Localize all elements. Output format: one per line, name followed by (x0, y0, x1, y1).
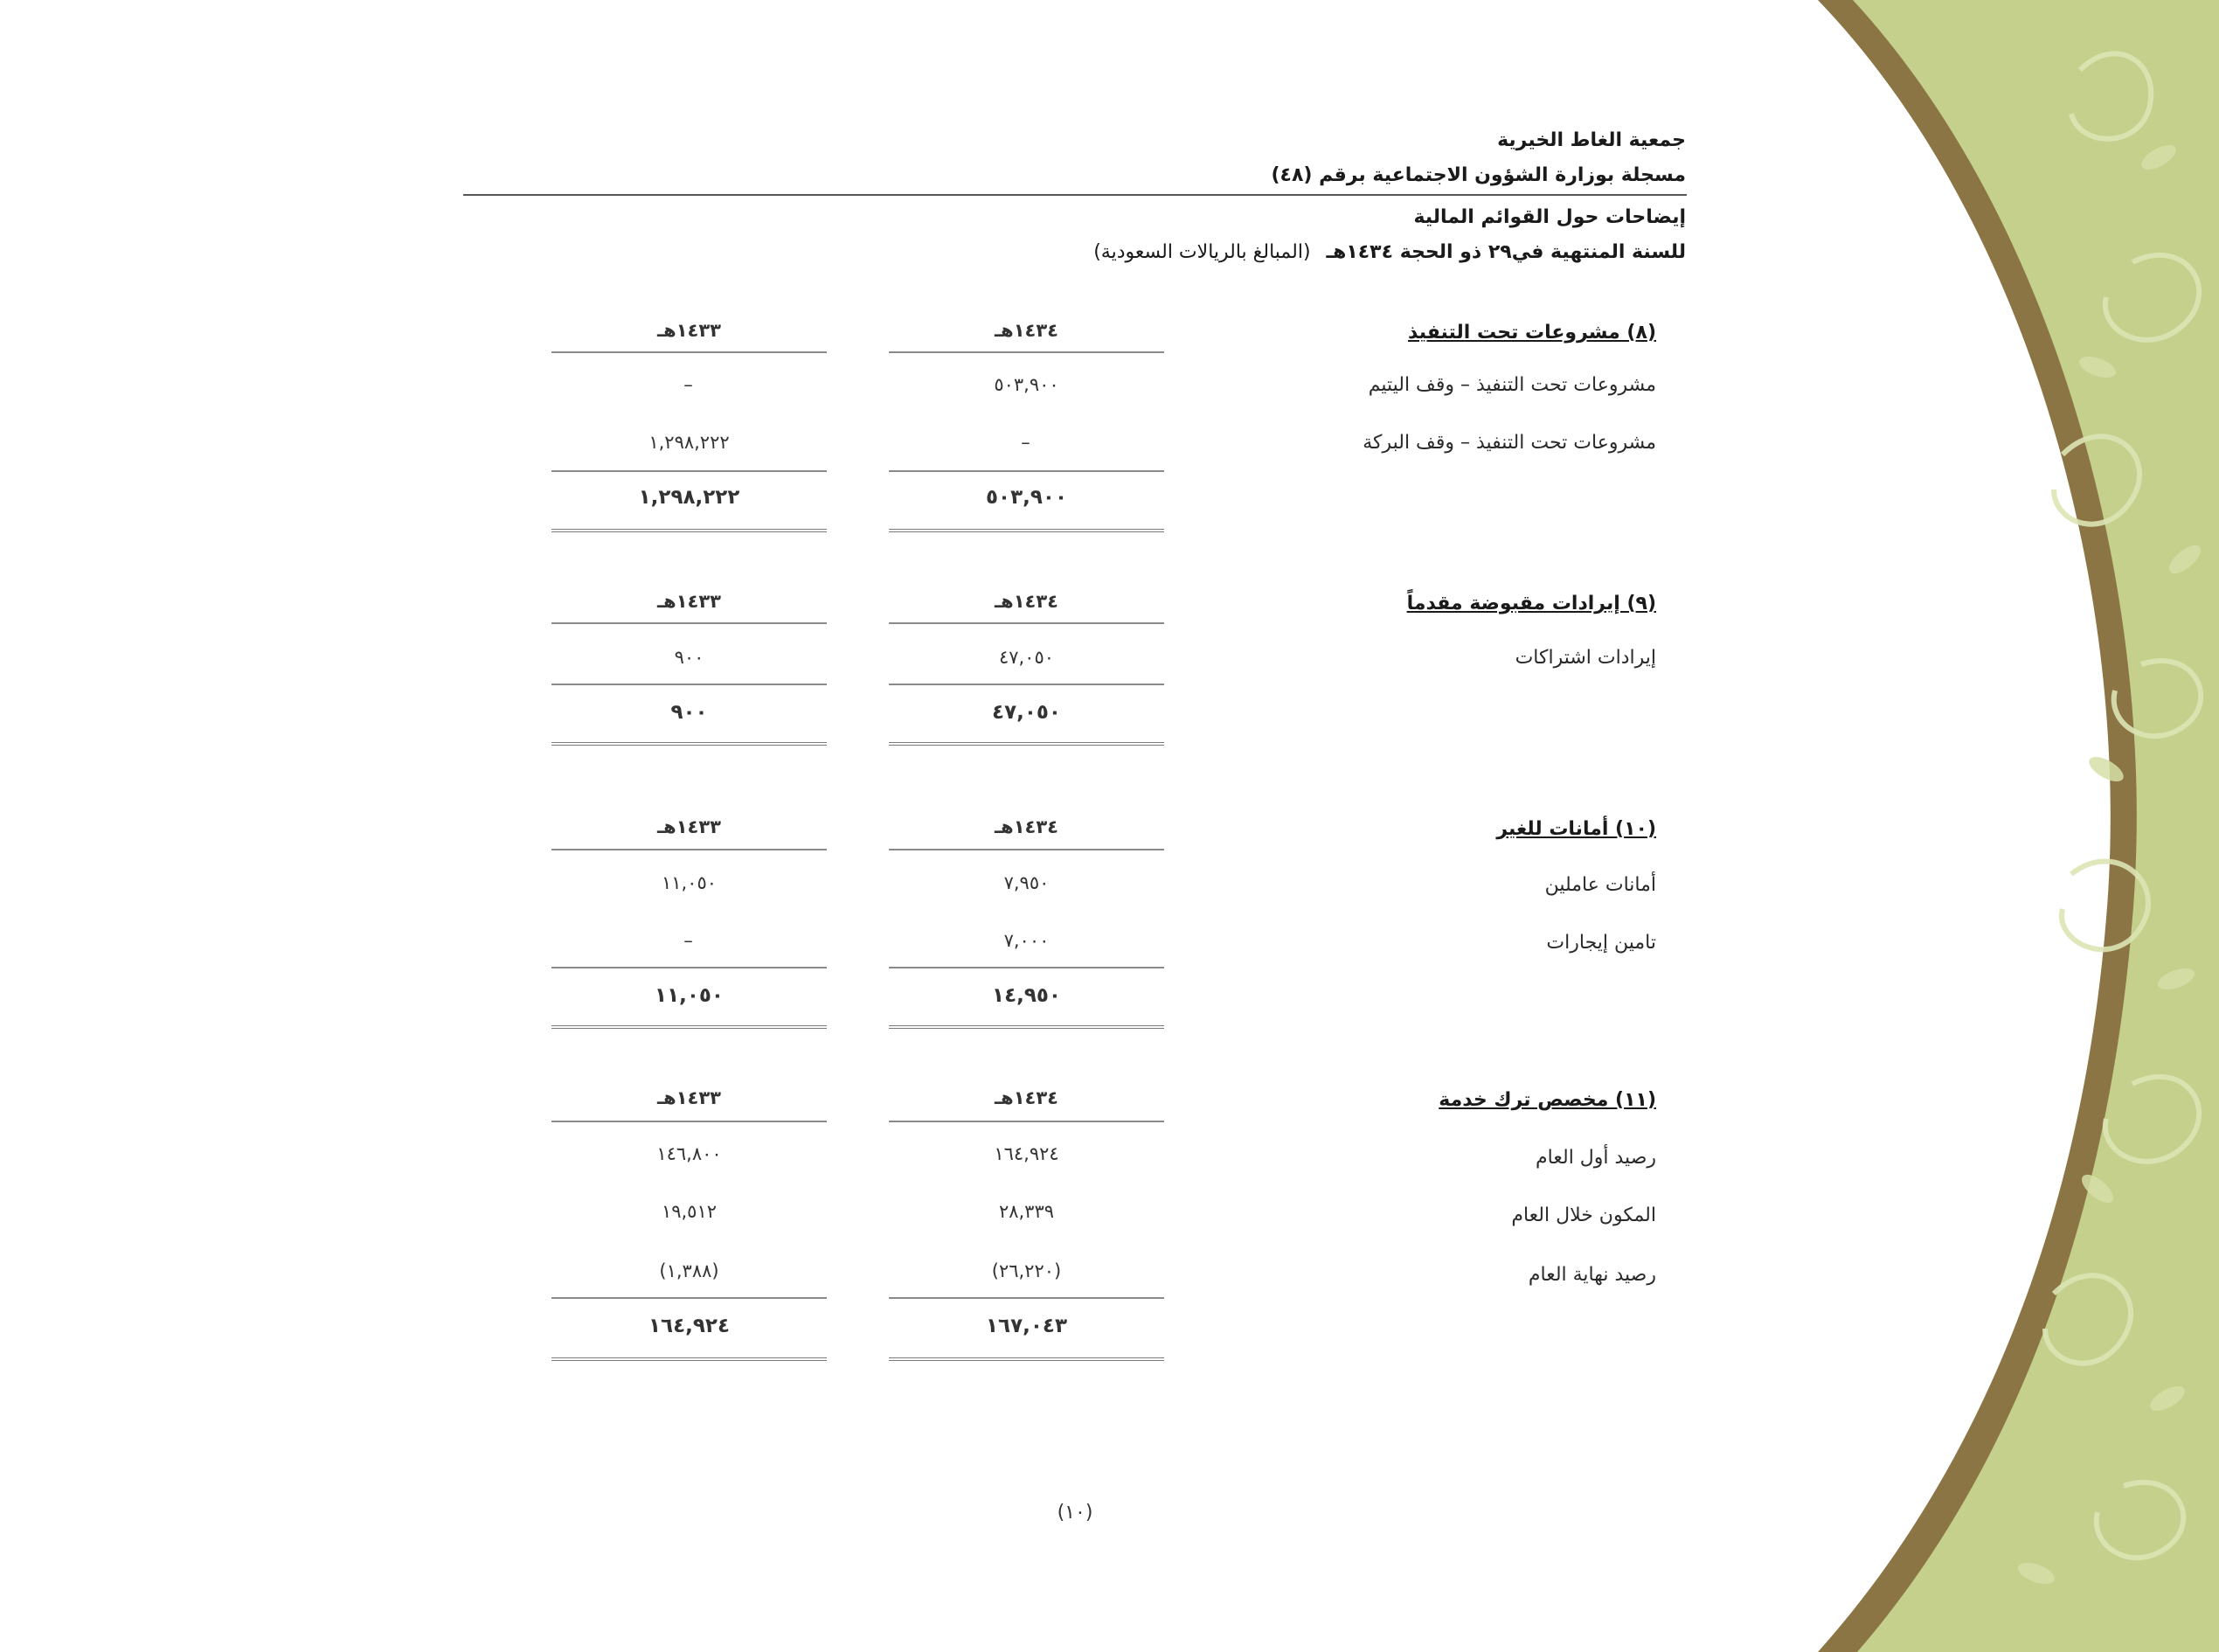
column-header-1434: ١٤٣٤هـ (994, 1087, 1059, 1108)
subtotal-rule (889, 684, 1164, 685)
row-label: المكون خلال العام (1511, 1204, 1656, 1226)
column-rule (551, 622, 827, 624)
organization-name: جمعية الغاط الخيرية (1497, 129, 1686, 151)
subtotal-rule (889, 967, 1164, 968)
subtotal-rule (551, 1297, 827, 1299)
header-divider (463, 194, 1687, 196)
row-label: مشروعات تحت التنفيذ – وقف اليتيم (1368, 374, 1656, 396)
total-double-rule (889, 742, 1164, 746)
total-1433: ١,٢٩٨,٢٢٢ (638, 486, 740, 509)
row-value-1433: ١٩,٥١٢ (661, 1201, 718, 1222)
total-1434: ١٦٧,٠٤٣ (986, 1315, 1067, 1337)
column-header-1434: ١٤٣٤هـ (994, 320, 1059, 341)
column-rule (889, 1121, 1164, 1122)
subtotal-rule (889, 1297, 1164, 1299)
period-text: للسنة المنتهية في٢٩ ذو الحجة ١٤٣٤هـ (1326, 241, 1686, 263)
row-value-1434: – (1021, 432, 1032, 453)
total-double-rule (551, 1357, 827, 1361)
statement-title: إيضاحات حول القوائم المالية (1413, 206, 1686, 228)
total-double-rule (889, 529, 1164, 532)
total-double-rule (889, 1357, 1164, 1361)
column-rule (889, 351, 1164, 353)
section-title: (١١) مخصص ترك خدمة (1439, 1089, 1656, 1111)
total-1433: ٩٠٠ (670, 701, 708, 724)
subtotal-rule (551, 967, 827, 968)
row-value-1434: ٤٧,٠٥٠ (998, 647, 1055, 668)
row-label: رصيد أول العام (1536, 1147, 1656, 1169)
row-label: رصيد نهاية العام (1528, 1264, 1656, 1286)
total-1434: ٥٠٣,٩٠٠ (986, 486, 1067, 509)
column-header-1433: ١٤٣٣هـ (656, 591, 722, 612)
column-rule (551, 849, 827, 850)
row-label: إيرادات اشتراكات (1515, 647, 1656, 669)
column-rule (889, 849, 1164, 850)
row-value-1433: ١٤٦,٨٠٠ (656, 1143, 722, 1164)
row-value-1433: ١١,٠٥٠ (661, 872, 718, 893)
column-header-1433: ١٤٣٣هـ (656, 320, 722, 341)
row-value-1433: – (683, 374, 695, 395)
row-value-1433: ١,٢٩٨,٢٢٢ (648, 432, 730, 453)
total-double-rule (551, 529, 827, 532)
column-rule (551, 1121, 827, 1122)
row-label: مشروعات تحت التنفيذ – وقف البركة (1363, 432, 1656, 454)
column-header-1434: ١٤٣٤هـ (994, 591, 1059, 612)
section-title: (٨) مشروعات تحت التنفيذ (1408, 322, 1656, 344)
column-rule (551, 351, 827, 353)
row-value-1434: ٧,٠٠٠ (1003, 930, 1050, 951)
registration-line: مسجلة بوزارة الشؤون الاجتماعية برقم (٤٨) (1271, 164, 1686, 186)
total-1434: ١٤,٩٥٠ (992, 984, 1061, 1007)
row-value-1434: (٢٦,٢٢٠) (991, 1260, 1062, 1281)
total-1434: ٤٧,٠٥٠ (992, 701, 1061, 724)
row-label: أمانات عاملين (1544, 874, 1656, 896)
row-value-1433: (١,٣٨٨) (659, 1260, 719, 1281)
row-label: تامين إيجارات (1546, 932, 1656, 954)
column-header-1433: ١٤٣٣هـ (656, 816, 722, 837)
total-1433: ١١,٠٥٠ (655, 984, 724, 1007)
subtotal-rule (889, 470, 1164, 472)
row-value-1434: ٥٠٣,٩٠٠ (994, 374, 1059, 395)
row-value-1434: ٢٨,٣٣٩ (998, 1201, 1055, 1222)
total-double-rule (551, 1025, 827, 1029)
row-value-1434: ١٦٤,٩٢٤ (994, 1143, 1059, 1164)
total-double-rule (889, 1025, 1164, 1029)
column-header-1434: ١٤٣٤هـ (994, 816, 1059, 837)
currency-note: (المبالغ بالريالات السعودية) (1093, 241, 1311, 263)
subtotal-rule (551, 470, 827, 472)
section-title: (١٠) أمانات للغير (1496, 818, 1656, 840)
subtotal-rule (551, 684, 827, 685)
row-value-1434: ٧,٩٥٠ (1003, 872, 1050, 893)
row-value-1433: – (683, 930, 695, 951)
total-1433: ١٦٤,٩٢٤ (648, 1315, 730, 1337)
total-double-rule (551, 742, 827, 746)
row-value-1433: ٩٠٠ (674, 647, 704, 668)
column-header-1433: ١٤٣٣هـ (656, 1087, 722, 1108)
page-number: (١٠) (1057, 1502, 1093, 1524)
column-rule (889, 622, 1164, 624)
section-title: (٩) إيرادات مقبوضة مقدماً (1406, 593, 1656, 614)
period-line (1093, 241, 1686, 263)
